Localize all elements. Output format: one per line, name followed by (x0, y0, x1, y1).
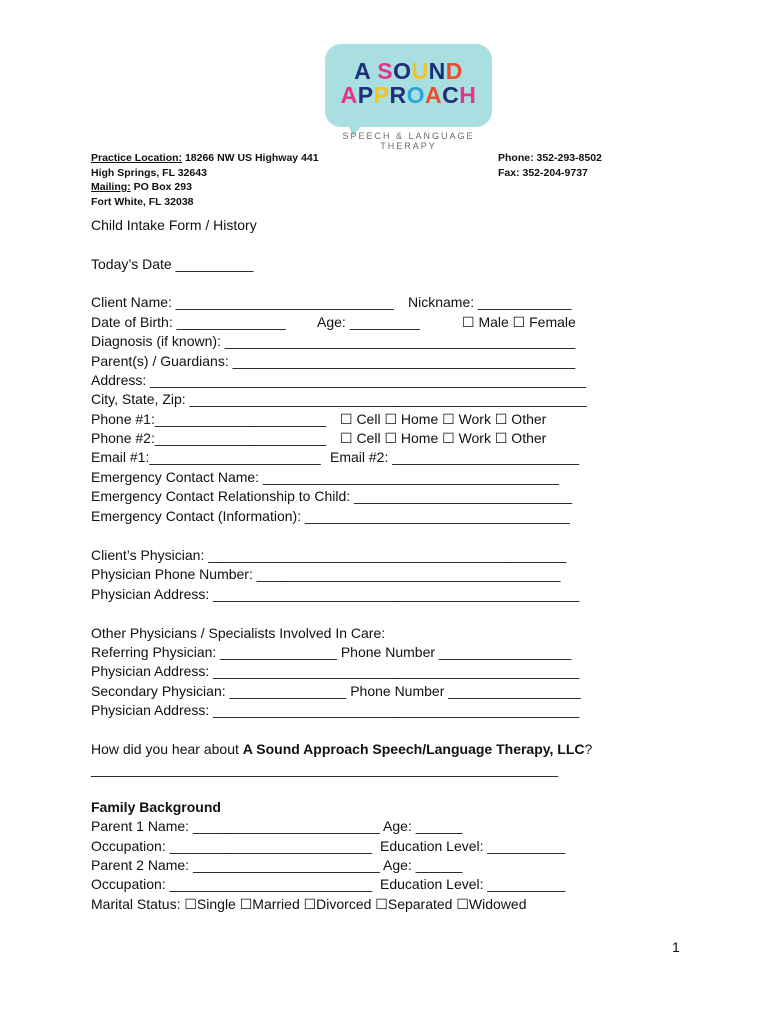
city-state-zip-field[interactable]: City, State, Zip: ___________________________________________________ (91, 391, 587, 407)
parent1-name-field[interactable]: Parent 1 Name: ________________________ (91, 818, 380, 834)
diagnosis-field[interactable]: Diagnosis (if known): _____________________________________________ (91, 333, 576, 349)
hear-about-question (91, 740, 592, 759)
physician-address-3-field[interactable]: Physician Address: _______________________________________________ (91, 702, 580, 718)
emergency-info-field[interactable]: Emergency Contact (Information): __________________________________ (91, 508, 570, 524)
age-field[interactable]: Age: _________ (317, 314, 420, 330)
referring-physician-field[interactable]: Referring Physician: _______________ Phone Number _________________ (91, 644, 572, 660)
logo-tagline: SPEECH & LANGUAGE THERAPY (342, 131, 475, 151)
family-background-heading: Family Background (91, 799, 221, 815)
fax-number: Fax: 352-204-9737 (498, 167, 588, 179)
mailing-address (91, 180, 192, 195)
physician-address-2-field[interactable]: Physician Address: _______________________________________________ (91, 663, 580, 679)
marital-status-checkboxes[interactable]: ☐Single ☐Married ☐Divorced ☐Separated ☐Widowed (184, 896, 527, 912)
phone1-type-checkboxes[interactable]: ☐ Cell ☐ Home ☐ Work ☐ Other (340, 411, 547, 427)
parent1-age-field[interactable]: Age: ______ (383, 818, 463, 834)
logo-line-2: APPROACH (340, 82, 477, 108)
phone-number: Phone: 352-293-8502 (498, 152, 602, 164)
phone2-type-checkboxes[interactable]: ☐ Cell ☐ Home ☐ Work ☐ Other (340, 430, 547, 446)
mailing-city: Fort White, FL 32038 (91, 196, 194, 208)
education1-field[interactable]: Education Level: __________ (380, 838, 566, 854)
address-field[interactable]: Address: ________________________________________________________ (91, 372, 587, 388)
practice-location (91, 151, 319, 166)
nickname-field[interactable]: Nickname: ____________ (408, 294, 572, 310)
email2-field[interactable]: Email #2: ________________________ (330, 449, 580, 465)
parent2-name-field[interactable]: Parent 2 Name: ________________________ (91, 857, 380, 873)
page-number: 1 (672, 939, 680, 955)
occupation1-field[interactable]: Occupation: __________________________ (91, 838, 373, 854)
mailing-label: Mailing: (91, 181, 131, 193)
hear-about-prefix: How did you hear about (91, 741, 243, 757)
physician-address-field[interactable]: Physician Address: _______________________________________________ (91, 586, 580, 602)
marital-status-row (91, 895, 527, 914)
marital-status-label: Marital Status: (91, 896, 185, 912)
todays-date-field[interactable]: Today’s Date __________ (91, 256, 254, 272)
practice-label: Practice Location: (91, 152, 183, 164)
education2-field[interactable]: Education Level: __________ (380, 876, 566, 892)
physician-phone-field[interactable]: Physician Phone Number: _______________________________________ (91, 566, 561, 582)
mailing-value: PO Box 293 (130, 181, 192, 193)
occupation2-field[interactable]: Occupation: __________________________ (91, 876, 373, 892)
parent2-age-field[interactable]: Age: ______ (383, 857, 463, 873)
client-physician-field[interactable]: Client’s Physician: ______________________________________________ (91, 547, 567, 563)
practice-value: 18266 NW US Highway 441 (182, 152, 319, 164)
logo-line-1: A SOUND (354, 58, 463, 84)
form-title: Child Intake Form / History (91, 217, 257, 233)
hear-about-suffix: ? (584, 741, 593, 757)
secondary-physician-field[interactable]: Secondary Physician: _______________ Phone Number _________________ (91, 683, 581, 699)
hear-about-answer-field[interactable]: ____________________________________________________________ (91, 761, 559, 777)
dob-field[interactable]: Date of Birth: ______________ (91, 314, 286, 330)
parents-field[interactable]: Parent(s) / Guardians: ____________________________________________ (91, 353, 576, 369)
emergency-relationship-field[interactable]: Emergency Contact Relationship to Child: ____________________________ (91, 488, 573, 504)
hear-about-company: A Sound Approach Speech/Language Therapy, LLC (242, 741, 585, 757)
email1-field[interactable]: Email #1:______________________ (91, 449, 321, 465)
client-name-field[interactable]: Client Name: ____________________________ (91, 294, 394, 310)
emergency-name-field[interactable]: Emergency Contact Name: ______________________________________ (91, 469, 559, 485)
phone2-field[interactable]: Phone #2:______________________ (91, 430, 327, 446)
phone1-field[interactable]: Phone #1:______________________ (91, 411, 327, 427)
gender-checkboxes[interactable]: ☐ Male ☐ Female (462, 314, 576, 330)
other-physicians-heading: Other Physicians / Specialists Involved In Care: (91, 625, 386, 641)
practice-city: High Springs, FL 32643 (91, 167, 207, 179)
